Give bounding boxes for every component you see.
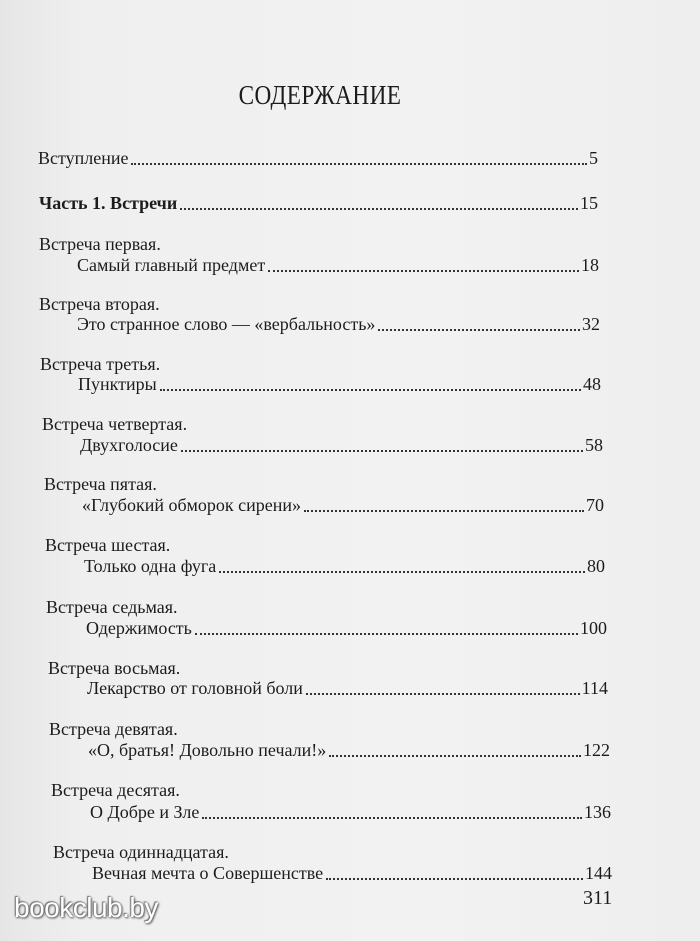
toc-meeting-1: [77, 254, 599, 276]
toc-entry-page: 32: [582, 314, 600, 334]
toc-meeting-10-heading: Встреча десятая.: [51, 780, 180, 800]
toc-meeting-2: [77, 313, 600, 335]
toc-part-1: [39, 192, 598, 214]
toc-entry-title: Лекарство от головной боли: [87, 678, 303, 698]
toc-entry-page: 80: [587, 556, 605, 576]
leader-dots: [160, 389, 581, 391]
toc-entry-title: О Добре и Зле: [90, 802, 200, 822]
leader-dots: [180, 208, 578, 210]
toc-meeting-11-heading: Встреча одиннадцатая.: [53, 842, 229, 862]
toc-entry-title: Пунктиры: [78, 374, 157, 394]
toc-entry-intro: [38, 147, 598, 169]
leader-dots: [304, 510, 584, 512]
toc-meeting-7-heading: Встреча седьмая.: [46, 597, 178, 617]
toc-entry-page: 48: [583, 374, 601, 394]
toc-entry-title: Вступление: [38, 148, 129, 168]
leader-dots: [181, 450, 583, 452]
toc-entry-title: Одержимость: [86, 618, 192, 638]
toc-meeting-5-heading: Встреча пятая.: [44, 474, 157, 494]
toc-entry-title: «О, братья! Довольно печали!»: [88, 740, 327, 760]
toc-meeting-10: [90, 801, 611, 823]
leader-dots: [378, 329, 580, 331]
toc-entry-title: Только одна фуга: [84, 556, 217, 576]
toc-meeting-5: [82, 494, 604, 516]
toc-entry-title: «Глубокий обморок сирени»: [82, 495, 301, 515]
toc-entry-title: Вечная мечта о Совершенстве: [92, 863, 324, 883]
leader-dots: [131, 163, 587, 165]
toc-meeting-1-heading: Встреча первая.: [39, 234, 161, 254]
toc-meeting-11: [92, 862, 612, 884]
toc-entry-page: 100: [580, 618, 607, 638]
toc-meeting-8: [87, 677, 608, 699]
toc-entry-page: 122: [583, 740, 610, 760]
toc-meeting-4-heading: Встреча четвертая.: [42, 414, 188, 434]
leader-dots: [326, 878, 583, 880]
toc-entry-title: Двухголосие: [80, 435, 178, 455]
toc-meeting-6: [84, 555, 605, 577]
toc-meeting-6-heading: Встреча шестая.: [45, 535, 171, 555]
toc-meeting-2-heading: Встреча вторая.: [39, 294, 160, 314]
toc-meeting-9: [88, 739, 610, 761]
toc-entry-page: 114: [581, 678, 608, 698]
toc-entry-title: Это странное слово — «вербальность»: [77, 314, 376, 334]
leader-dots: [202, 817, 582, 819]
leader-dots: [329, 755, 581, 757]
toc-part-title: Часть 1. Встречи: [39, 193, 178, 213]
toc-entry-page: 5: [589, 148, 598, 168]
toc-entry-page: 70: [586, 495, 604, 515]
toc-entry-page: 18: [581, 255, 599, 275]
toc-meeting-4: [80, 434, 603, 456]
toc-meeting-9-heading: Встреча девятая.: [49, 719, 178, 739]
page-title: СОДЕРЖАНИЕ: [238, 80, 402, 110]
toc-entry-page: 58: [585, 435, 603, 455]
leader-dots: [268, 270, 579, 272]
leader-dots: [306, 693, 580, 695]
toc-entry-title: Самый главный предмет: [77, 255, 266, 275]
toc-part-page: 15: [580, 193, 598, 213]
leader-dots: [219, 571, 585, 573]
toc-meeting-3: [78, 373, 601, 395]
toc-entry-page: 136: [584, 802, 611, 822]
toc-meeting-7: [86, 617, 607, 639]
toc-meeting-3-heading: Встреча третья.: [40, 354, 161, 374]
toc-entry-page: 144: [585, 863, 612, 883]
watermark-logo: bookclub.by: [14, 892, 158, 923]
toc-meeting-8-heading: Встреча восьмая.: [48, 658, 181, 678]
page-number: 311: [583, 887, 613, 909]
leader-dots: [195, 633, 578, 635]
